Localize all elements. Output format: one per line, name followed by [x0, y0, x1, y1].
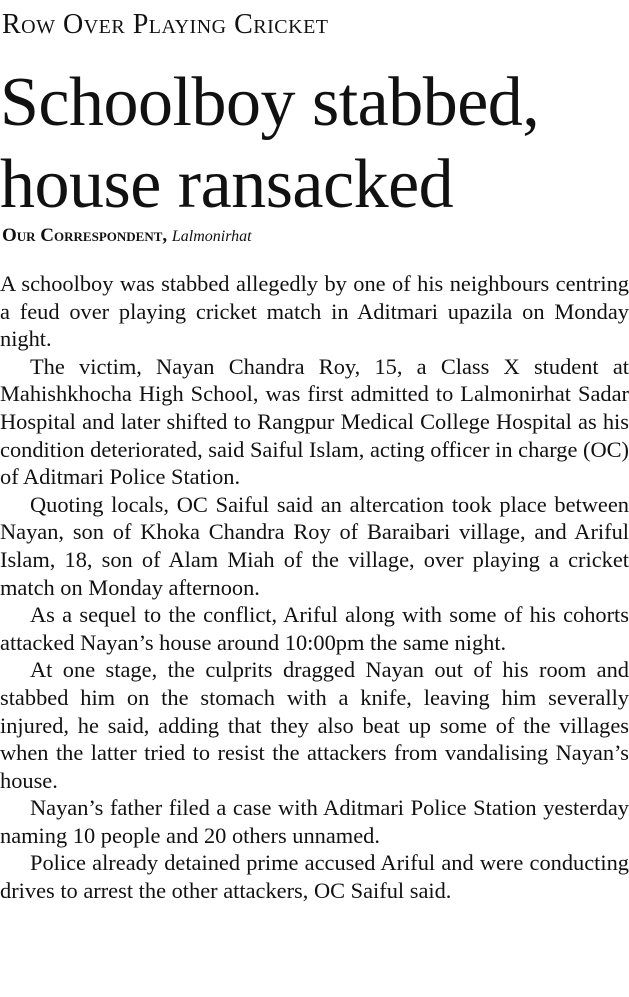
headline-line-2: house ransacked	[0, 146, 454, 223]
body-paragraph-5: At one stage, the culprits dragged Nayan out of his room and stabbed him on the stomach with a knife, leaving him severally injured, he said, adding that they also beat up some of the villages when the latter tried to resist the attackers from vandalising Nayan’s house.	[0, 657, 629, 793]
byline-location: Lalmonirhat	[171, 228, 252, 245]
byline-author: Our Correspondent,	[2, 225, 168, 246]
article-headline	[0, 62, 629, 226]
article-kicker: Row Over Playing Cricket	[2, 9, 329, 40]
body-paragraph-4: As a sequel to the conflict, Ariful along with some of his cohorts attacked Nayan’s house around 10:00pm the same night.	[0, 602, 629, 655]
body-paragraph-3: Quoting locals, OC Saiful said an altercation took place between Nayan, son of Khoka Chandra Roy of Baraibari village, and Ariful Islam, 18, son of Alam Miah of the village, over playing a cricket match on Monday afternoon.	[0, 491, 629, 600]
headline-line-1: Schoolboy stabbed,	[0, 64, 540, 141]
article-byline	[2, 224, 252, 249]
article-body	[0, 270, 629, 905]
body-paragraph-1: A schoolboy was stabbed allegedly by one of his neighbours centring a feud over playing cricket match in Aditmari upazila on Monday night.	[0, 271, 629, 352]
body-paragraph-2: The victim, Nayan Chandra Roy, 15, a Class X student at Mahishkhocha High School, was first admitted to Lalmonirhat Sadar Hospital and later shifted to Rangpur Medical College Hospital as his condition deteriorated, said Saiful Islam, acting officer in charge (OC) of Aditmari Police Station.	[0, 353, 629, 490]
body-paragraph-6: Nayan’s father filed a case with Aditmari Police Station yesterday naming 10 people and 20 others unnamed.	[0, 795, 629, 848]
body-paragraph-7: Police already detained prime accused Ariful and were conducting drives to arrest the other attackers, OC Saiful said.	[0, 850, 629, 904]
